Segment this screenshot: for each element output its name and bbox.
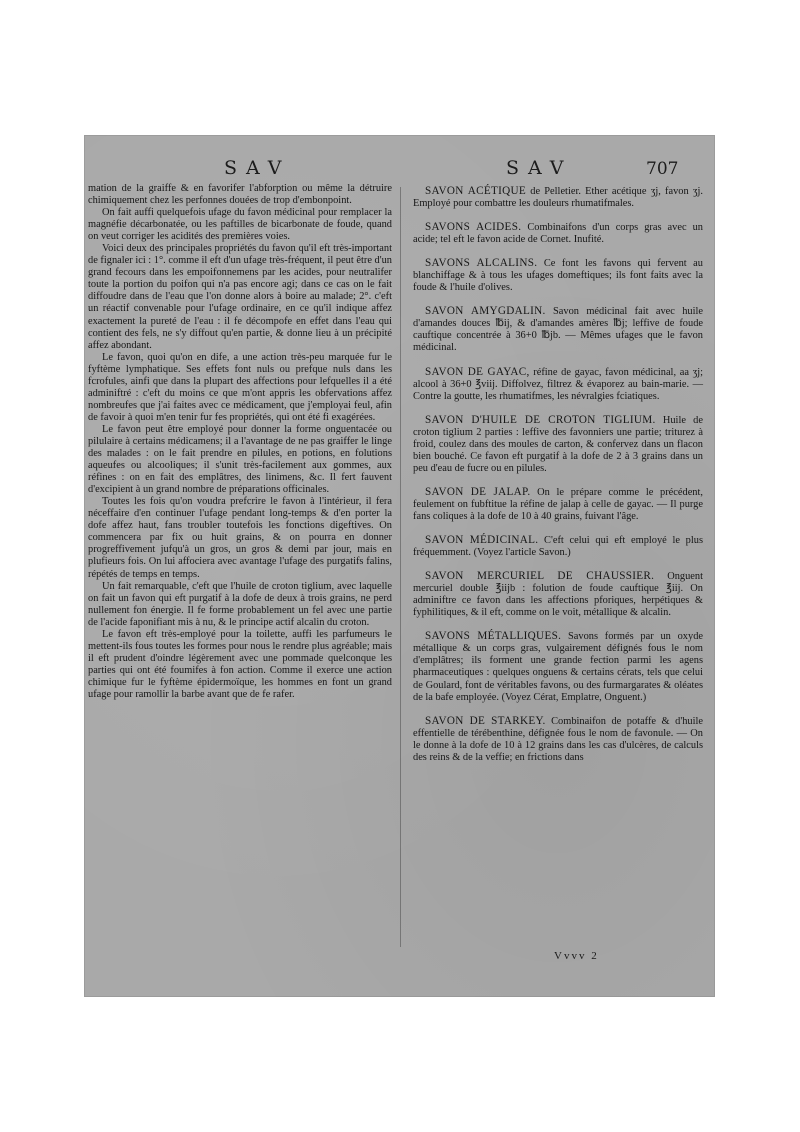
dictionary-entry	[413, 221, 703, 246]
column-divider	[400, 187, 401, 947]
left-paragraph: On fait auffi quelquefois ufage du favon médicinal pour remplacer la magnéfie décarbonatée, ou les paftilles de bicarbonate de foude, quand on veut corriger les acidités des premières voies.	[88, 207, 392, 243]
left-paragraph: Le favon eft très-employé pour la toilette, auffi les parfumeurs le mettent-ils fous toutes les formes pour nous le rendre plus agréable; mais il eft prudent d'oindre légèrement avec une pommade quelconque les parties qui ont été foumifes à fon action. Comme il exerce une action chimique fur le fyftème épidermoïque, les hommes en font un grand ufage pour ramollir la barbe avant que de fe rafer.	[88, 628, 392, 700]
dictionary-entry	[413, 534, 703, 559]
left-paragraph: Toutes les fois qu'on voudra prefcrire le favon à l'intérieur, il fera néceffaire d'en continuer l'ufage pendant long-temps & d'en porter la dofe affez haut, fans troubler toutefois les fonctions digeftives. On commencera par fix ou huit grains, & on pourra en donner progreffivement jufqu'à un gros, un gros & demi par jour, mais en plufieurs fois. On lui affociera avec avantage l'ufage des purgatifs falins, répétés de temps en temps.	[88, 496, 392, 580]
entry-headword: SAVON MÉDICINAL.	[425, 534, 539, 547]
right-column	[413, 185, 703, 775]
entry-headword: SAVON ACÉTIQUE	[425, 185, 527, 197]
entry-headword: SAVONS ACIDES.	[425, 221, 522, 234]
dictionary-entry	[413, 570, 703, 619]
dictionary-entry	[413, 257, 703, 294]
running-head	[84, 157, 715, 185]
entry-body: Combinaifons d'un corps gras avec un acide; tel eft le favon acide de Cornet. Inufité.	[413, 222, 703, 246]
entry-body: de Pelletier. Ether acétique ʒj, favon ʒj. Employé pour combattre les douleurs rhumatifmales.	[413, 186, 703, 210]
dictionary-entry	[413, 305, 703, 354]
running-head-left: SAV	[224, 157, 291, 179]
entry-headword: SAVON MERCURIEL DE CHAUSSIER.	[425, 570, 655, 583]
entry-body: Savon médicinal fait avec huile d'amandes douces ℔ij, & d'amandes amères ℔j; leffive de foude cauftique concentrée à 36+0 ℔jb. — Mêmes ufages que le favon médicinal.	[413, 306, 704, 354]
entry-body: Huile de croton tiglium 2 parties : leffive des favonniers une partie; triturez à froid, coulez dans des moules de carton, & confervez dans un flacon bien bouché. Ce favon eft purgatif à la dofe de 2 à 3 grains dans un peu d'eau de fucre ou en pilules.	[413, 414, 703, 474]
entry-body: C'eft celui qui eft employé le plus fréquemment. (Voyez l'article Savon.)	[413, 535, 703, 559]
entry-body: Savons formés par un oxyde métallique & un corps gras, vulgairement défignés fous le nom d'emplâtres; ils forment une grande fection parmi les agens pharmaceutiques : quelques onguens & certains cérats, tels que celui de Goulard, font de véritables favons, ou des furmargarates & oléates de la bafe employée. (Voyez Cérat, Emplatre, Onguent.)	[413, 631, 704, 703]
signature-mark: Vvvv 2	[554, 950, 599, 962]
dictionary-entry	[413, 486, 703, 523]
entry-headword: SAVON D'HUILE DE CROTON TIGLIUM.	[425, 413, 656, 426]
entry-headword: SAVON DE JALAP.	[425, 485, 531, 498]
left-paragraph: Voici deux des principales propriétés du favon qu'il eft très-important de fignaler ici : 1°. comme il eft d'un ufage très-fréquent, il peut être d'un grand fecours dans les empoifonnemens par les acides, pour neutralifer toute la portion du poifon qui n'a pas encore agi; dans ce cas on le fait diffoudre dans de l'eau que l'on donne alors à boire au malade; 2°. c'eft un réactif convenable pour l'ufage ordinaire, en ce qu'il indique affez exactement la pureté de l'eau : il fe décompofe en effet dans l'eau qui contient des fels, ne s'y diffout qu'en partie, & donne lieu à un précipité affez abondant.	[88, 243, 392, 351]
entry-body: On le prépare comme le précédent, feulement on fubftitue la réfine de jalap à celle de gayac. — Il purge fans coliques à la dofe de 10 à 40 grains, fuivant l'âge.	[413, 486, 703, 522]
left-column	[88, 183, 392, 701]
dictionary-entry	[413, 715, 703, 764]
left-paragraph: mation de la graiffe & en favorifer l'abforption ou même la détruire chimiquement chez les perfonnes douées de trop d'embonpoint.	[88, 183, 392, 207]
entry-headword: SAVON DE GAYAC,	[425, 365, 530, 378]
entry-body: réfine de gayac, favon médicinal, aa ʒj; alcool à 36+0 ℥viij. Diffolvez, filtrez & évaporez au bain-marie. — Contre la goutte, les rhumatifmes, les névralgies fciatiques.	[413, 366, 703, 402]
entry-headword: SAVONS ALCALINS.	[425, 257, 538, 270]
scanned-page	[84, 135, 715, 997]
left-paragraph: Le favon peut être employé pour donner la forme onguentacée ou pilulaire à certains médicamens; il a l'avantage de ne pas graiffer le linge des malades : on le fait prendre en pilules, en potions, en folutions aqueufes ou alcooliques; il s'unit très-facilement aux gommes, aux réfines : on en fait des emplâtres, des linimens, &c. Il fert fauvent d'excipient à un grand nombre de préparations officinales.	[88, 423, 392, 496]
left-paragraph: Un fait remarquable, c'eft que l'huile de croton tiglium, avec laquelle on fait un favon qui eft purgatif à la dofe de deux à trois grains, ne perd nullement fon énergie. Il fe forme probablement un fel avec une partie de l'acide faponifiant mis à nu, & le principe actif alcalin du croton.	[88, 580, 392, 628]
entry-headword: SAVON AMYGDALIN.	[425, 305, 546, 318]
page-number: 707	[646, 159, 679, 179]
dictionary-entry	[413, 630, 703, 703]
entry-headword: SAVONS MÉTALLIQUES.	[425, 630, 562, 643]
entry-body: Ce font les favons qui fervent au blanchiffage & à tous les ufages domeftiques; ils font faits avec la foude & l'huile d'olives.	[413, 258, 703, 294]
left-paragraph: Le favon, quoi qu'on en dife, a une action très-peu marquée fur le fyftème lymphatique. Ses effets font nuls ou prefque nuls dans les fcrofules, ainfi que dans la plupart des affections pour lefquelles il a été adminiftré : c'eft du moins ce que m'ont appris les obfervations affez nombreufes que j'ai faites avec ce médicament, que j'employai feul, afin de favoir à quoi m'en tenir fur fes propriétés, qui ont été fi exagérées.	[88, 351, 392, 423]
dictionary-entry	[413, 185, 703, 210]
dictionary-entry	[413, 414, 703, 475]
entry-body: Combinaifon de potaffe & d'huile effentielle de térébenthine, défignée fous le nom de favonule. — On le donne à la dofe de 10 à 12 grains dans les cas d'ulcères, de calculs des reins & de la veffie; en frictions dans	[413, 715, 703, 763]
entry-headword: SAVON DE STARKEY.	[425, 714, 546, 727]
running-head-right: SAV	[506, 157, 573, 179]
entry-body: Onguent mercuriel double ℥iijb : folution de foude cauftique ℥iij. On adminiftre ce favon dans les affections pforiques, herpétiques & fyphilitiques, & il eft, comme on le voit, métallique & alcalin.	[413, 571, 703, 619]
dictionary-entry	[413, 366, 703, 403]
